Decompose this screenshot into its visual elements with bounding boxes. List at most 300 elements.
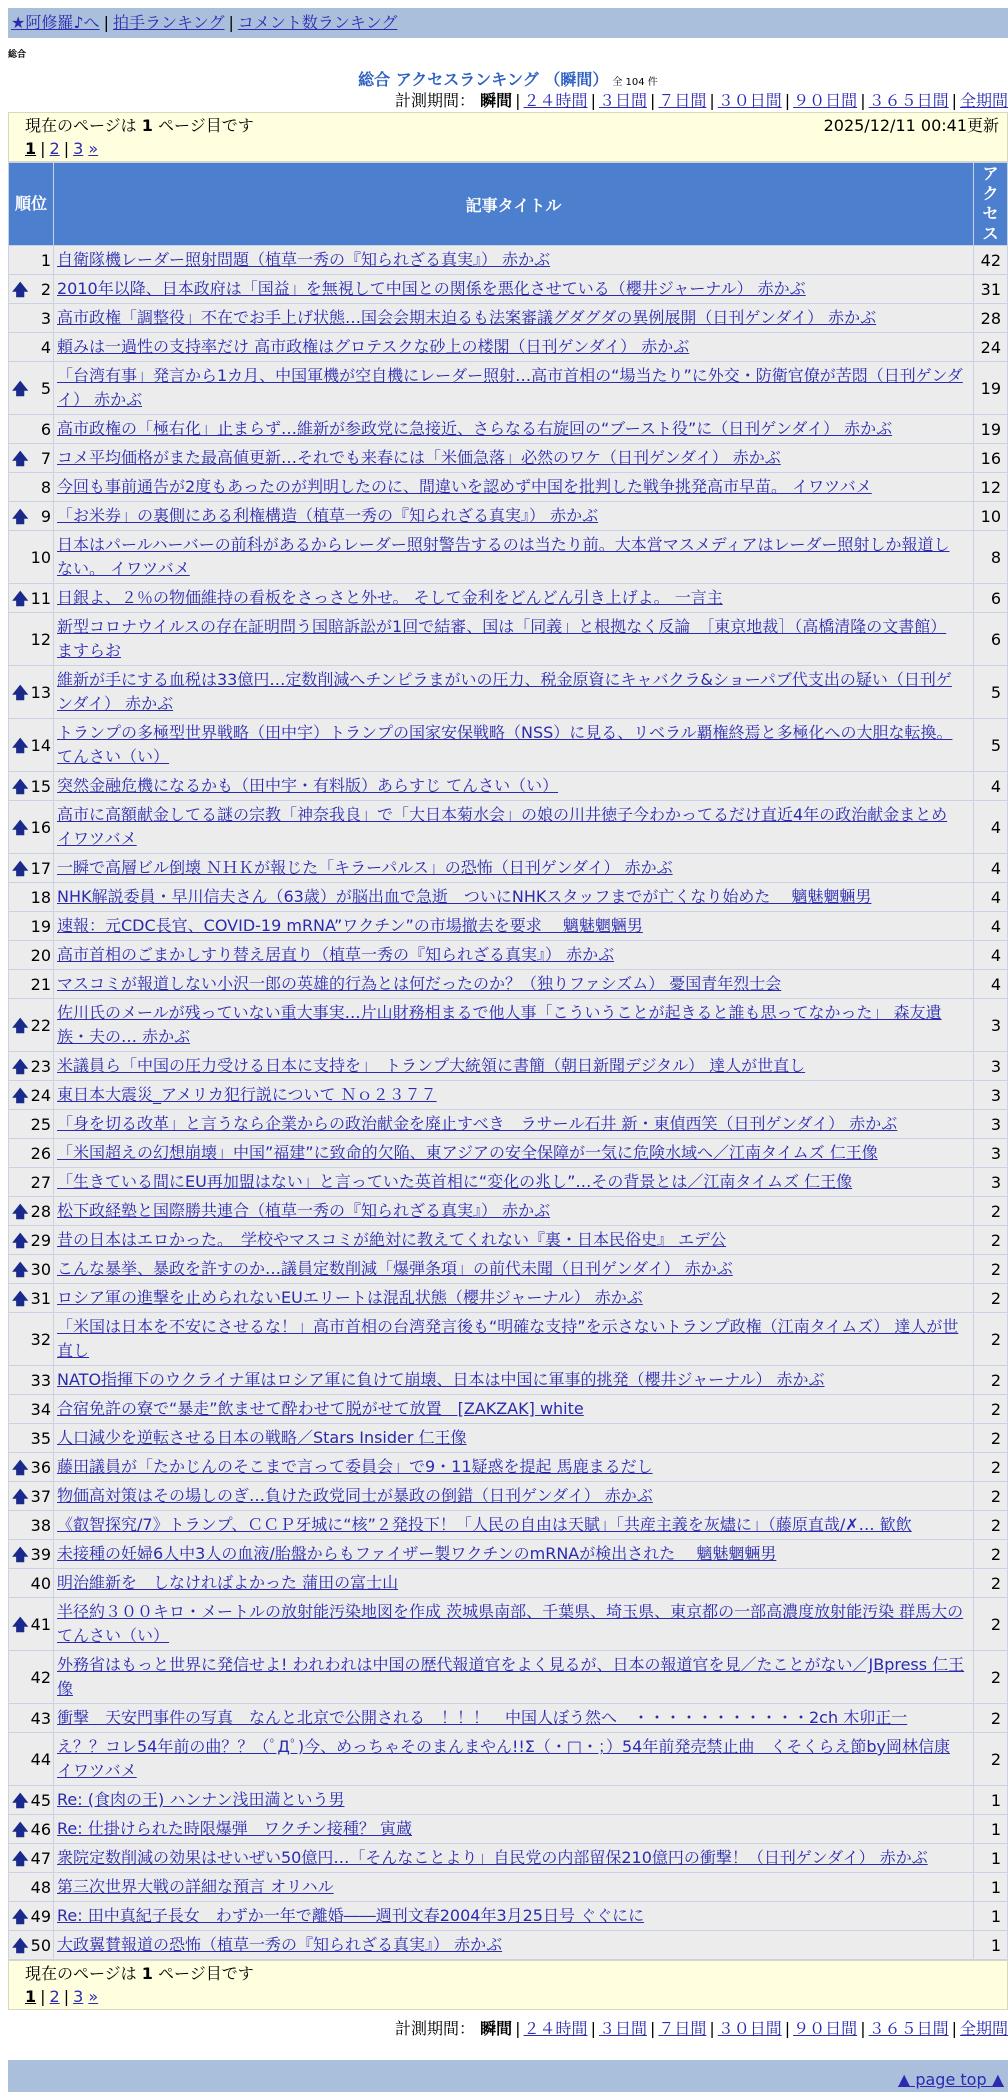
- article-title-link[interactable]: 一瞬で高層ビル倒壊 ＮＨＫが報じた「キラーパルス」の恐怖（日刊ゲンダイ） 赤かぶ: [57, 858, 673, 877]
- table-row: [9, 1651, 1008, 1704]
- article-title-link[interactable]: 外務省はもっと世界に発信せよ! われわれは中国の歴代報道官をよく見るが、日本の報道官を見／たことがない／JBpress 仁王像: [57, 1655, 965, 1698]
- title-cell: [54, 444, 974, 473]
- rank-cell: [9, 1284, 54, 1313]
- table-row: [9, 584, 1008, 613]
- table-row: [9, 883, 1008, 912]
- article-title-link[interactable]: 日銀よ、２％の物価維持の看板をさっさと外せ。 そして金利をどんどん引き上げよ。 一言主: [57, 588, 723, 607]
- period-link[interactable]: ７日間: [658, 2019, 707, 2038]
- rank-number: 38: [30, 1515, 51, 1535]
- page-separator: |: [40, 139, 46, 158]
- pager-bottom: [8, 1960, 1008, 2010]
- nav-separator: |: [103, 13, 109, 32]
- rank-number: 3: [40, 308, 51, 328]
- table-row: [9, 473, 1008, 502]
- title-cell: [54, 1110, 974, 1139]
- article-title-link[interactable]: 合宿免許の寮で“暴走”飲ませて酔わせて脱がせて放置 [ZAKZAK] white: [57, 1399, 584, 1418]
- title-cell: [54, 999, 974, 1052]
- article-title-link[interactable]: 維新が手にする血税は33億円…定数削減へチンピラまがいの圧力、税金原資にキャバクラ&ショーパブ代支出の疑い（日刊ゲンダイ） 赤かぶ: [57, 670, 952, 713]
- table-row: [9, 1598, 1008, 1651]
- title-cell: [54, 719, 974, 772]
- table-row: [9, 1226, 1008, 1255]
- title-cell: [54, 1902, 974, 1931]
- rank-number: 12: [30, 629, 51, 649]
- page-current: 1: [25, 139, 37, 158]
- article-title-link[interactable]: NHK解説委員・早川信夫さん（63歳）が脳出血で急逝 ついにNHKスタッフまでが亡くなり始めた 魑魅魍魎男: [57, 887, 872, 906]
- access-count: 5: [974, 666, 1008, 719]
- rank-cell: [9, 1366, 54, 1395]
- period-link[interactable]: ３０日間: [717, 91, 782, 110]
- rank-cell: [9, 1651, 54, 1704]
- period-link[interactable]: ９０日間: [793, 91, 858, 110]
- rank-up-arrow-icon: 🡅: [12, 1487, 29, 1506]
- access-count: 19: [974, 415, 1008, 444]
- title-cell: [54, 362, 974, 415]
- rank-number: 47: [30, 1848, 51, 1868]
- title-cell: [54, 1931, 974, 1960]
- title-cell: [54, 1569, 974, 1598]
- period-separator: |: [649, 91, 656, 110]
- rank-number: 19: [30, 916, 51, 936]
- access-count: 3: [974, 1110, 1008, 1139]
- period-link[interactable]: ２４時間: [523, 91, 588, 110]
- access-count: 2: [974, 1704, 1008, 1733]
- title-cell: [54, 772, 974, 801]
- article-title-link[interactable]: 「米国は日本を不安にさせるな！」高市首相の台湾発言後も“明確な支持”を示さないトランプ政権（江南タイムズ） 達人が世直し: [57, 1317, 959, 1360]
- period-separator: |: [649, 2019, 656, 2038]
- title-cell: [54, 1139, 974, 1168]
- title-cell: [54, 531, 974, 584]
- article-title-link[interactable]: 半径約３００キロ・メートルの放射能汚染地図を作成 茨城県南部、千葉県、埼玉県、東京都の一部高濃度放射能汚染 群馬大の てんさい（い）: [57, 1602, 964, 1645]
- access-count: 16: [974, 444, 1008, 473]
- article-title-link[interactable]: 東日本大震災_アメリカ犯行説について Ｎｏ２３７７: [57, 1085, 437, 1104]
- access-header: アクセス: [974, 163, 1008, 246]
- article-title-link[interactable]: 人口減少を逆転させる日本の戦略／Stars Insider 仁王像: [57, 1428, 467, 1447]
- title-cell: [54, 883, 974, 912]
- rank-cell: [9, 1052, 54, 1081]
- title-cell: [54, 970, 974, 999]
- article-title-link[interactable]: 「米国超えの幻想崩壊」中国”福建”に致命的欠陥、東アジアの安全保障が一気に危険水域へ／江南タイムズ 仁王像: [57, 1143, 878, 1162]
- title-cell: [54, 666, 974, 719]
- article-title-link[interactable]: 第三次世界大戦の詳細な預言 オリハル: [57, 1877, 334, 1896]
- rank-number: 11: [30, 588, 51, 608]
- article-title-link[interactable]: トランプの多極型世界戦略（田中宇）トランプの国家安保戦略（NSS）に見る、リベラル覇権終焉と多極化への大胆な転換。 てんさい（い）: [57, 723, 953, 766]
- access-count: 1: [974, 1931, 1008, 1960]
- rank-cell: [9, 1844, 54, 1873]
- rank-cell: [9, 1873, 54, 1902]
- access-count: 12: [974, 473, 1008, 502]
- title-cell: [54, 1704, 974, 1733]
- rank-cell: [9, 275, 54, 304]
- article-title-link[interactable]: 「身を切る改革」と言うなら企業からの政治献金を廃止すべき ラサール石井 新・東偵西笑（日刊ゲンダイ） 赤かぶ: [57, 1114, 898, 1133]
- rank-number: 27: [30, 1172, 51, 1192]
- article-title-link[interactable]: Re: 仕掛けられた時限爆弾 ワクチン接種？ 寅蔵: [57, 1819, 413, 1838]
- rank-cell: [9, 444, 54, 473]
- title-cell: [54, 1395, 974, 1424]
- period-current: 瞬間: [480, 91, 513, 110]
- rank-cell: [9, 584, 54, 613]
- rank-number: 37: [30, 1486, 51, 1506]
- access-count: 1: [974, 1902, 1008, 1931]
- title-cell: [54, 1482, 974, 1511]
- rank-number: 29: [30, 1230, 51, 1250]
- page-link[interactable]: 3: [73, 1987, 84, 2006]
- period-selector-bottom: [8, 2018, 1008, 2040]
- page-top-link[interactable]: ▲ page top ▲: [897, 2070, 1004, 2089]
- article-title-link[interactable]: 「生きている間にEU再加盟はない」と言っていた英首相に“変化の兆し”…その背景とは／江南タイムズ 仁王像: [57, 1172, 853, 1191]
- rank-number: 41: [30, 1614, 51, 1634]
- article-title-link[interactable]: 未接種の妊婦6人中3人の血液/胎盤からもファイザー製ワクチンのmRNAが検出された 魑魅魍魎男: [57, 1544, 777, 1563]
- rank-up-arrow-icon: 🡅: [12, 1907, 29, 1926]
- rank-cell: [9, 333, 54, 362]
- rank-up-arrow-icon: 🡅: [12, 1615, 29, 1634]
- rank-cell: [9, 1197, 54, 1226]
- page-separator: |: [63, 1987, 70, 2006]
- rank-number: 4: [40, 337, 51, 357]
- article-title-link[interactable]: こんな暴挙、暴政を許すのか…議員定数削減「爆弾条項」の前代未聞（日刊ゲンダイ） 赤かぶ: [57, 1259, 733, 1278]
- period-selector-top: [8, 90, 1008, 112]
- rank-cell: [9, 1902, 54, 1931]
- title-cell: [54, 1255, 974, 1284]
- article-title-link[interactable]: 突然金融危機になるかも（田中宇・有料版）あらすじ てんさい（い）: [57, 776, 559, 795]
- rank-number: 8: [40, 477, 51, 497]
- table-row: [9, 1081, 1008, 1110]
- table-row: [9, 941, 1008, 970]
- rank-number: 6: [40, 419, 51, 439]
- article-title-link[interactable]: 佐川氏のメールが残っていない重大事実…片山財務相まるで他人事「こういうことが起きると誰も思ってなかった」 森友遺族・夫の… 赤かぶ: [57, 1003, 942, 1046]
- access-count: 6: [974, 584, 1008, 613]
- article-title-link[interactable]: 高市政権の「極右化」止まらず…維新が参政党に急接近、さらなる右旋回の“ブースト役”に（日刊ゲンダイ） 赤かぶ: [57, 419, 893, 438]
- period-link[interactable]: ２４時間: [523, 2019, 588, 2038]
- period-link[interactable]: ７日間: [658, 91, 707, 110]
- period-label: 計測期間：: [395, 91, 481, 110]
- title-cell: [54, 1733, 974, 1786]
- access-count: 2: [974, 1482, 1008, 1511]
- page-status: 現在のページは 1 ページ目です: [25, 1964, 254, 1983]
- access-count: 2: [974, 1598, 1008, 1651]
- page-link[interactable]: 3: [73, 139, 84, 158]
- rank-up-arrow-icon: 🡅: [12, 1231, 29, 1250]
- access-count: 2: [974, 1569, 1008, 1598]
- rank-cell: [9, 1540, 54, 1569]
- article-title-link[interactable]: 高市に高額献金してる謎の宗教「神奈我良」で「大日本菊水会」の娘の川井徳子今わかってるだけ直近4年の政治献金まとめ イワツバメ: [57, 805, 948, 848]
- article-title-link[interactable]: 今回も事前通告が2度もあったのが判明したのに、間違いを認めず中国を批判した戦争挑発高市早苗。 イワツバメ: [57, 477, 872, 496]
- table-row: [9, 613, 1008, 666]
- rank-cell: [9, 473, 54, 502]
- table-row: [9, 1482, 1008, 1511]
- article-title-link[interactable]: 自衛隊機レーダー照射問題（植草一秀の『知られざる真実』） 赤かぶ: [57, 250, 551, 269]
- table-row: [9, 1902, 1008, 1931]
- access-count: 1: [974, 1873, 1008, 1902]
- article-title-link[interactable]: Re: 田中真紀子長女 わずか一年で離婚――週刊文春2004年3月25日号 ぐぐにに: [57, 1906, 645, 1925]
- rank-number: 32: [30, 1329, 51, 1349]
- rank-number: 49: [30, 1906, 51, 1926]
- rank-cell: [9, 1110, 54, 1139]
- period-link[interactable]: ３日間: [598, 2019, 647, 2038]
- rank-up-arrow-icon: 🡅: [12, 1260, 29, 1279]
- article-title-link[interactable]: 明治維新を しなければよかった 蒲田の富士山: [57, 1573, 399, 1592]
- access-count: 2: [974, 1366, 1008, 1395]
- article-title-link[interactable]: 物価高対策はその場しのぎ…負けた政党同士が暴政の倒錯（日刊ゲンダイ） 赤かぶ: [57, 1486, 653, 1505]
- rank-number: 9: [40, 506, 51, 526]
- period-link[interactable]: 全期間: [959, 91, 1008, 110]
- table-row: [9, 444, 1008, 473]
- rank-up-arrow-icon: 🡅: [12, 507, 29, 526]
- title-cell: [54, 912, 974, 941]
- rank-number: 15: [30, 776, 51, 796]
- article-title-link[interactable]: NATO指揮下のウクライナ軍はロシア軍に負けて崩壊、日本は中国に軍事的挑発（櫻井ジャーナル） 赤かぶ: [57, 1370, 825, 1389]
- category-label: 総合: [8, 50, 27, 60]
- rank-cell: [9, 362, 54, 415]
- rank-cell: [9, 1815, 54, 1844]
- access-count: 8: [974, 531, 1008, 584]
- access-count: 3: [974, 1139, 1008, 1168]
- access-count: 2: [974, 1395, 1008, 1424]
- title-cell: [54, 941, 974, 970]
- next-page-link[interactable]: »: [88, 1987, 99, 2006]
- rank-number: 50: [30, 1935, 51, 1955]
- title-cell: [54, 1815, 974, 1844]
- rank-number: 23: [30, 1056, 51, 1076]
- rank-number: 33: [30, 1370, 51, 1390]
- access-count: 2: [974, 1424, 1008, 1453]
- access-count: 1: [974, 1844, 1008, 1873]
- access-count: 2: [974, 1313, 1008, 1366]
- title-cell: [54, 1081, 974, 1110]
- period-link[interactable]: ３６５日間: [868, 91, 949, 110]
- period-separator: |: [860, 2019, 866, 2038]
- rank-cell: [9, 1168, 54, 1197]
- footer-bar: [8, 2060, 1008, 2092]
- article-title-link[interactable]: ロシア軍の進撃を止められないEUエリートは混乱状態（櫻井ジャーナル） 赤かぶ: [57, 1288, 643, 1307]
- access-count: 42: [974, 246, 1008, 275]
- table-row: [9, 1815, 1008, 1844]
- rank-cell: [9, 719, 54, 772]
- rank-number: 45: [30, 1790, 51, 1810]
- article-title-link[interactable]: 米議員ら「中国の圧力受ける日本に支持を」 トランプ大統領に書簡（朝日新聞デジタル） 達人が世直し: [57, 1056, 806, 1075]
- article-title-link[interactable]: 日本はパールハーバーの前科があるからレーダー照射警告するのは当たり前。大本営マスメディアはレーダー照射しか報道しない。 イワツバメ: [57, 535, 950, 578]
- rank-number: 24: [30, 1085, 51, 1105]
- comment-ranking-link[interactable]: コメント数ランキング: [237, 13, 398, 32]
- table-row: [9, 1255, 1008, 1284]
- table-row: [9, 1873, 1008, 1902]
- period-separator: |: [709, 91, 715, 110]
- table-row: [9, 1284, 1008, 1313]
- table-row: [9, 246, 1008, 275]
- rank-cell: [9, 1511, 54, 1540]
- period-separator: |: [515, 91, 521, 110]
- rank-cell: [9, 1424, 54, 1453]
- rank-number: 5: [40, 378, 51, 398]
- rank-up-arrow-icon: 🡅: [12, 1936, 29, 1955]
- article-title-link[interactable]: 昔の日本はエロかった。 学校やマスコミが絶対に教えてくれない『裏・日本民俗史』 エデ公: [57, 1230, 727, 1249]
- ranking-title-bar: [8, 70, 1008, 90]
- rank-up-arrow-icon: 🡅: [12, 280, 29, 299]
- table-row: [9, 1139, 1008, 1168]
- home-link[interactable]: ★阿修羅♪へ: [11, 13, 100, 32]
- title-cell: [54, 1598, 974, 1651]
- rank-number: 21: [30, 974, 51, 994]
- rank-up-arrow-icon: 🡅: [12, 818, 29, 837]
- article-title-link[interactable]: 衝撃 天安門事件の写真 なんと北京で公開される ！！！ 中国人ぼう然へ ・・・・・・・・・・・2ch 木卯正一: [57, 1708, 908, 1727]
- title-cell: [54, 1366, 974, 1395]
- rank-cell: [9, 1453, 54, 1482]
- title-cell: [54, 1424, 974, 1453]
- rank-number: 18: [30, 887, 51, 907]
- table-row: [9, 1786, 1008, 1815]
- rank-cell: [9, 912, 54, 941]
- article-title-link[interactable]: え？？コレ54年前の曲？？（ﾟДﾟ)今、めっちゃそのまんまやん!!Σ（・□・；）54年前発売禁止曲 くそくらえ節by岡林信康 イワツバメ: [57, 1737, 950, 1780]
- access-count: 1: [974, 1815, 1008, 1844]
- rank-cell: [9, 531, 54, 584]
- title-cell: [54, 473, 974, 502]
- title-cell: [54, 304, 974, 333]
- rank-cell: [9, 772, 54, 801]
- rank-cell: [9, 1598, 54, 1651]
- rank-cell: [9, 1931, 54, 1960]
- table-row: [9, 1453, 1008, 1482]
- title-cell: [54, 1540, 974, 1569]
- title-cell: [54, 801, 974, 854]
- period-link[interactable]: ９０日間: [793, 2019, 858, 2038]
- rank-up-arrow-icon: 🡅: [12, 736, 29, 755]
- title-cell: [54, 246, 974, 275]
- table-row: [9, 854, 1008, 883]
- rank-cell: [9, 415, 54, 444]
- title-cell: [54, 1453, 974, 1482]
- period-label: 計測期間：: [395, 2019, 481, 2038]
- article-title-link[interactable]: 藤田議員が「たかじんのそこまで言って委員会」で9・11疑惑を提起 馬鹿まるだし: [57, 1457, 653, 1476]
- rank-up-arrow-icon: 🡅: [12, 379, 29, 398]
- rank-number: 16: [30, 817, 51, 837]
- rank-cell: [9, 1313, 54, 1366]
- period-link[interactable]: 全期間: [959, 2019, 1008, 2038]
- access-count: 5: [974, 719, 1008, 772]
- access-count: 4: [974, 941, 1008, 970]
- rank-cell: [9, 1139, 54, 1168]
- title-cell: [54, 584, 974, 613]
- rank-number: 13: [30, 682, 51, 702]
- rank-cell: [9, 1733, 54, 1786]
- article-title-link[interactable]: 速報：元CDC長官、COVID-19 mRNA”ワクチン”の市場撤去を要求 魑魅魍魎男: [57, 916, 643, 935]
- page-status: 現在のページは 1 ページ目です: [25, 116, 254, 135]
- period-current: 瞬間: [480, 2019, 513, 2038]
- title-cell: [54, 1168, 974, 1197]
- updated-timestamp: 2025/12/11 00:41更新: [823, 116, 999, 135]
- table-row: [9, 1844, 1008, 1873]
- table-row: [9, 1395, 1008, 1424]
- access-count: 2: [974, 1255, 1008, 1284]
- pager-top: [8, 112, 1008, 162]
- article-title-link[interactable]: 《叡智探究/7》トランプ、ＣＣＰ牙城に“核”２発投下！「人民の自由は天賦」「共産主義を灰燼に」（藤原直哉/✗… 歓飲: [57, 1515, 912, 1534]
- table-row: [9, 1110, 1008, 1139]
- table-row: [9, 275, 1008, 304]
- article-title-link[interactable]: マスコミが報道しない小沢一郎の英雄的行為とは何だったのか？（独りファシズム） 憂国青年烈士会: [57, 974, 782, 993]
- rank-number: 46: [30, 1819, 51, 1839]
- page: [8, 8, 1008, 2092]
- table-row: [9, 719, 1008, 772]
- article-title-link[interactable]: 「台湾有事」発言から1カ月、中国軍機が空自機にレーダー照射…高市首相の“場当たり”に外交・防衛官僚が苦悶（日刊ゲンダイ） 赤かぶ: [57, 366, 963, 409]
- access-count: 3: [974, 1081, 1008, 1110]
- article-title-link[interactable]: 衆院定数削減の効果はせいぜい50億円…「そんなことより」自民党の内部留保210億円の衝撃！（日刊ゲンダイ） 赤かぶ: [57, 1848, 928, 1867]
- access-count: 1: [974, 1786, 1008, 1815]
- access-count: 4: [974, 854, 1008, 883]
- clap-ranking-link[interactable]: 拍手ランキング: [112, 13, 225, 32]
- rank-up-arrow-icon: 🡅: [12, 1202, 29, 1221]
- title-cell: [54, 333, 974, 362]
- period-link[interactable]: ３６５日間: [868, 2019, 949, 2038]
- title-cell: [54, 502, 974, 531]
- next-page-link[interactable]: »: [88, 139, 99, 158]
- rank-cell: [9, 941, 54, 970]
- rank-cell: [9, 883, 54, 912]
- title-cell: [54, 415, 974, 444]
- rank-number: 28: [30, 1201, 51, 1221]
- table-row: [9, 1366, 1008, 1395]
- article-title-link[interactable]: 大政翼賛報道の恐怖（植草一秀の『知られざる真実』） 赤かぶ: [57, 1935, 503, 1954]
- article-title-link[interactable]: 高市政権「調整役」不在でお手上げ状態…国会会期末迫るも法案審議グダグダの異例展開（日刊ゲンダイ） 赤かぶ: [57, 308, 877, 327]
- table-row: [9, 970, 1008, 999]
- rank-number: 30: [30, 1259, 51, 1279]
- title-cell: [54, 1226, 974, 1255]
- rank-number: 34: [30, 1399, 51, 1419]
- rank-number: 7: [40, 448, 51, 468]
- rank-number: 43: [30, 1708, 51, 1728]
- access-count: 2: [974, 1511, 1008, 1540]
- rank-cell: [9, 1081, 54, 1110]
- access-count: 4: [974, 801, 1008, 854]
- article-title-link[interactable]: Re: (食肉の王) ハンナン浅田満という男: [57, 1790, 345, 1809]
- title-cell: [54, 1844, 974, 1873]
- top-nav: [8, 8, 1008, 38]
- table-row: [9, 531, 1008, 584]
- page-link[interactable]: 2: [49, 139, 60, 158]
- article-title-link[interactable]: 「お米券」の裏側にある利権構造（植草一秀の『知られざる真実』） 赤かぶ: [57, 506, 599, 525]
- access-count: 4: [974, 883, 1008, 912]
- rank-cell: [9, 1395, 54, 1424]
- period-link[interactable]: ３日間: [598, 91, 647, 110]
- article-title-link[interactable]: 頼みは一過性の支持率だけ 高市政権はグロテスクな砂上の楼閣（日刊ゲンダイ） 赤かぶ: [57, 337, 690, 356]
- title-cell: [54, 275, 974, 304]
- rank-up-arrow-icon: 🡅: [12, 1791, 29, 1810]
- table-row: [9, 999, 1008, 1052]
- access-count: 2: [974, 1197, 1008, 1226]
- article-title-link[interactable]: 2010年以降、日本政府は「国益」を無視して中国との関係を悪化させている（櫻井ジャーナル） 赤かぶ: [57, 279, 806, 298]
- table-row: [9, 502, 1008, 531]
- article-title-link[interactable]: 高市首相のごまかしすり替え居直り（植草一秀の『知られざる真実』） 赤かぶ: [57, 945, 615, 964]
- rank-up-arrow-icon: 🡅: [12, 1086, 29, 1105]
- rank-number: 22: [30, 1015, 51, 1035]
- rank-cell: [9, 999, 54, 1052]
- article-title-link[interactable]: 新型コロナウイルスの存在証明問う国賠訴訟が1回で結審、国は「同義」と根拠なく反論 ［東京地裁］（高橋清隆の文書館） ますらお: [57, 617, 947, 660]
- rank-up-arrow-icon: 🡅: [12, 683, 29, 702]
- article-title-link[interactable]: コメ平均価格がまた最高値更新…それでも来春には「米価急落」必然のワケ（日刊ゲンダイ） 赤かぶ: [57, 448, 781, 467]
- period-link[interactable]: ３０日間: [717, 2019, 782, 2038]
- article-title-link[interactable]: 松下政経塾と国際勝共連合（植草一秀の『知られざる真実』） 赤かぶ: [57, 1201, 551, 1220]
- page-link[interactable]: 2: [49, 1987, 60, 2006]
- rank-cell: [9, 666, 54, 719]
- table-row: [9, 1313, 1008, 1366]
- rank-up-arrow-icon: 🡅: [12, 1458, 29, 1477]
- table-row: [9, 333, 1008, 362]
- rank-cell: [9, 1704, 54, 1733]
- table-row: [9, 772, 1008, 801]
- rank-up-arrow-icon: 🡅: [12, 1057, 29, 1076]
- table-row: [9, 362, 1008, 415]
- access-count: 2: [974, 1540, 1008, 1569]
- table-row: [9, 1168, 1008, 1197]
- rank-cell: [9, 502, 54, 531]
- ranking-table: [8, 162, 1008, 1960]
